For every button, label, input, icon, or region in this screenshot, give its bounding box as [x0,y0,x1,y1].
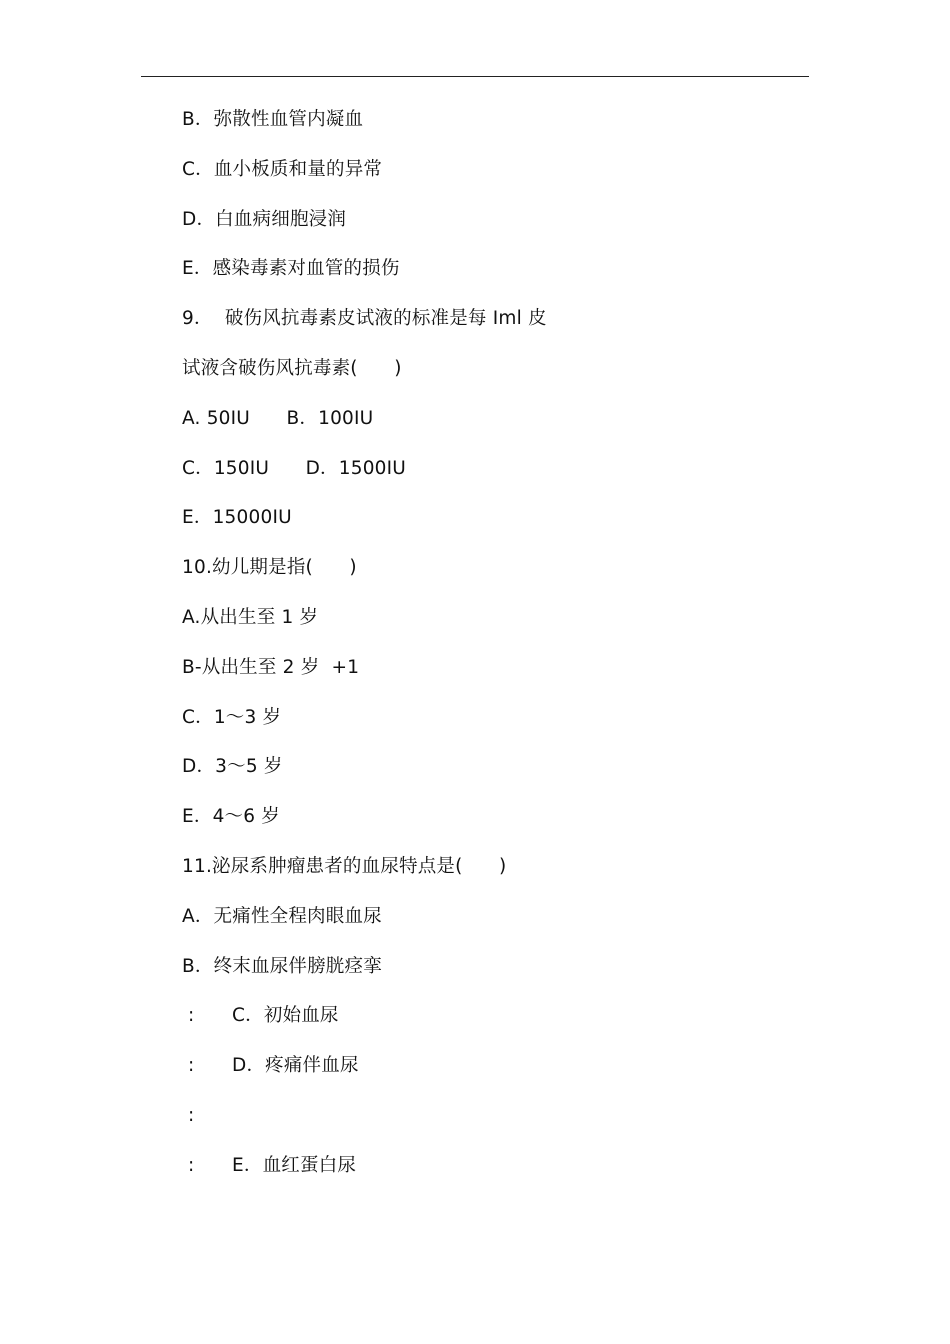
document-body [182,106,822,1202]
question-9-stem: 9． 破伤风抗毒素皮试液的标准是每 Iml 皮 [182,308,547,330]
text-line: B-从出生至 2 岁 +1 [182,656,360,678]
text-line [182,1102,822,1152]
text-line: A．无痛性全程肉眼血尿 [182,905,382,927]
text-line: C．血小板质和量的异常 [182,158,383,180]
text-line: B．终末血尿伴膀胱痉挛 [182,955,382,977]
text-line: E．15000IU [182,507,292,529]
text-line [182,1052,822,1102]
text-line: D．3～5 岁 [182,756,283,778]
colon-mark: : [188,1005,195,1027]
question-9-stem-cont: 试液含破伤风抗毒素( ) [182,357,402,379]
colon-mark: : [188,1055,195,1077]
option-text: D．疼痛伴血尿 [232,1055,359,1077]
text-line: C．150IU D．1500IU [182,457,407,479]
option-text: E．血红蛋白尿 [232,1154,357,1176]
question-11-stem: 11.泌尿系肿瘤患者的血尿特点是( ) [182,855,507,877]
question-10-stem: 10.幼儿期是指( ) [182,557,357,579]
colon-mark: : [188,1104,195,1126]
option-text: C．初始血尿 [232,1005,339,1027]
text-line: E．感染毒素对血管的损伤 [182,258,400,280]
text-line [182,1152,822,1202]
text-line [182,1002,822,1052]
text-line: B．弥散性血管内凝血 [182,109,364,130]
text-line: E．4～6 岁 [182,806,281,828]
header-rule [141,76,809,77]
text-line: A.从出生至 1 岁 [182,606,319,628]
text-line: A. 50IU B．100IU [182,407,374,429]
colon-mark: : [188,1154,195,1176]
text-line: D．白血病细胞浸润 [182,208,347,230]
text-line: C．1～3 岁 [182,706,282,728]
